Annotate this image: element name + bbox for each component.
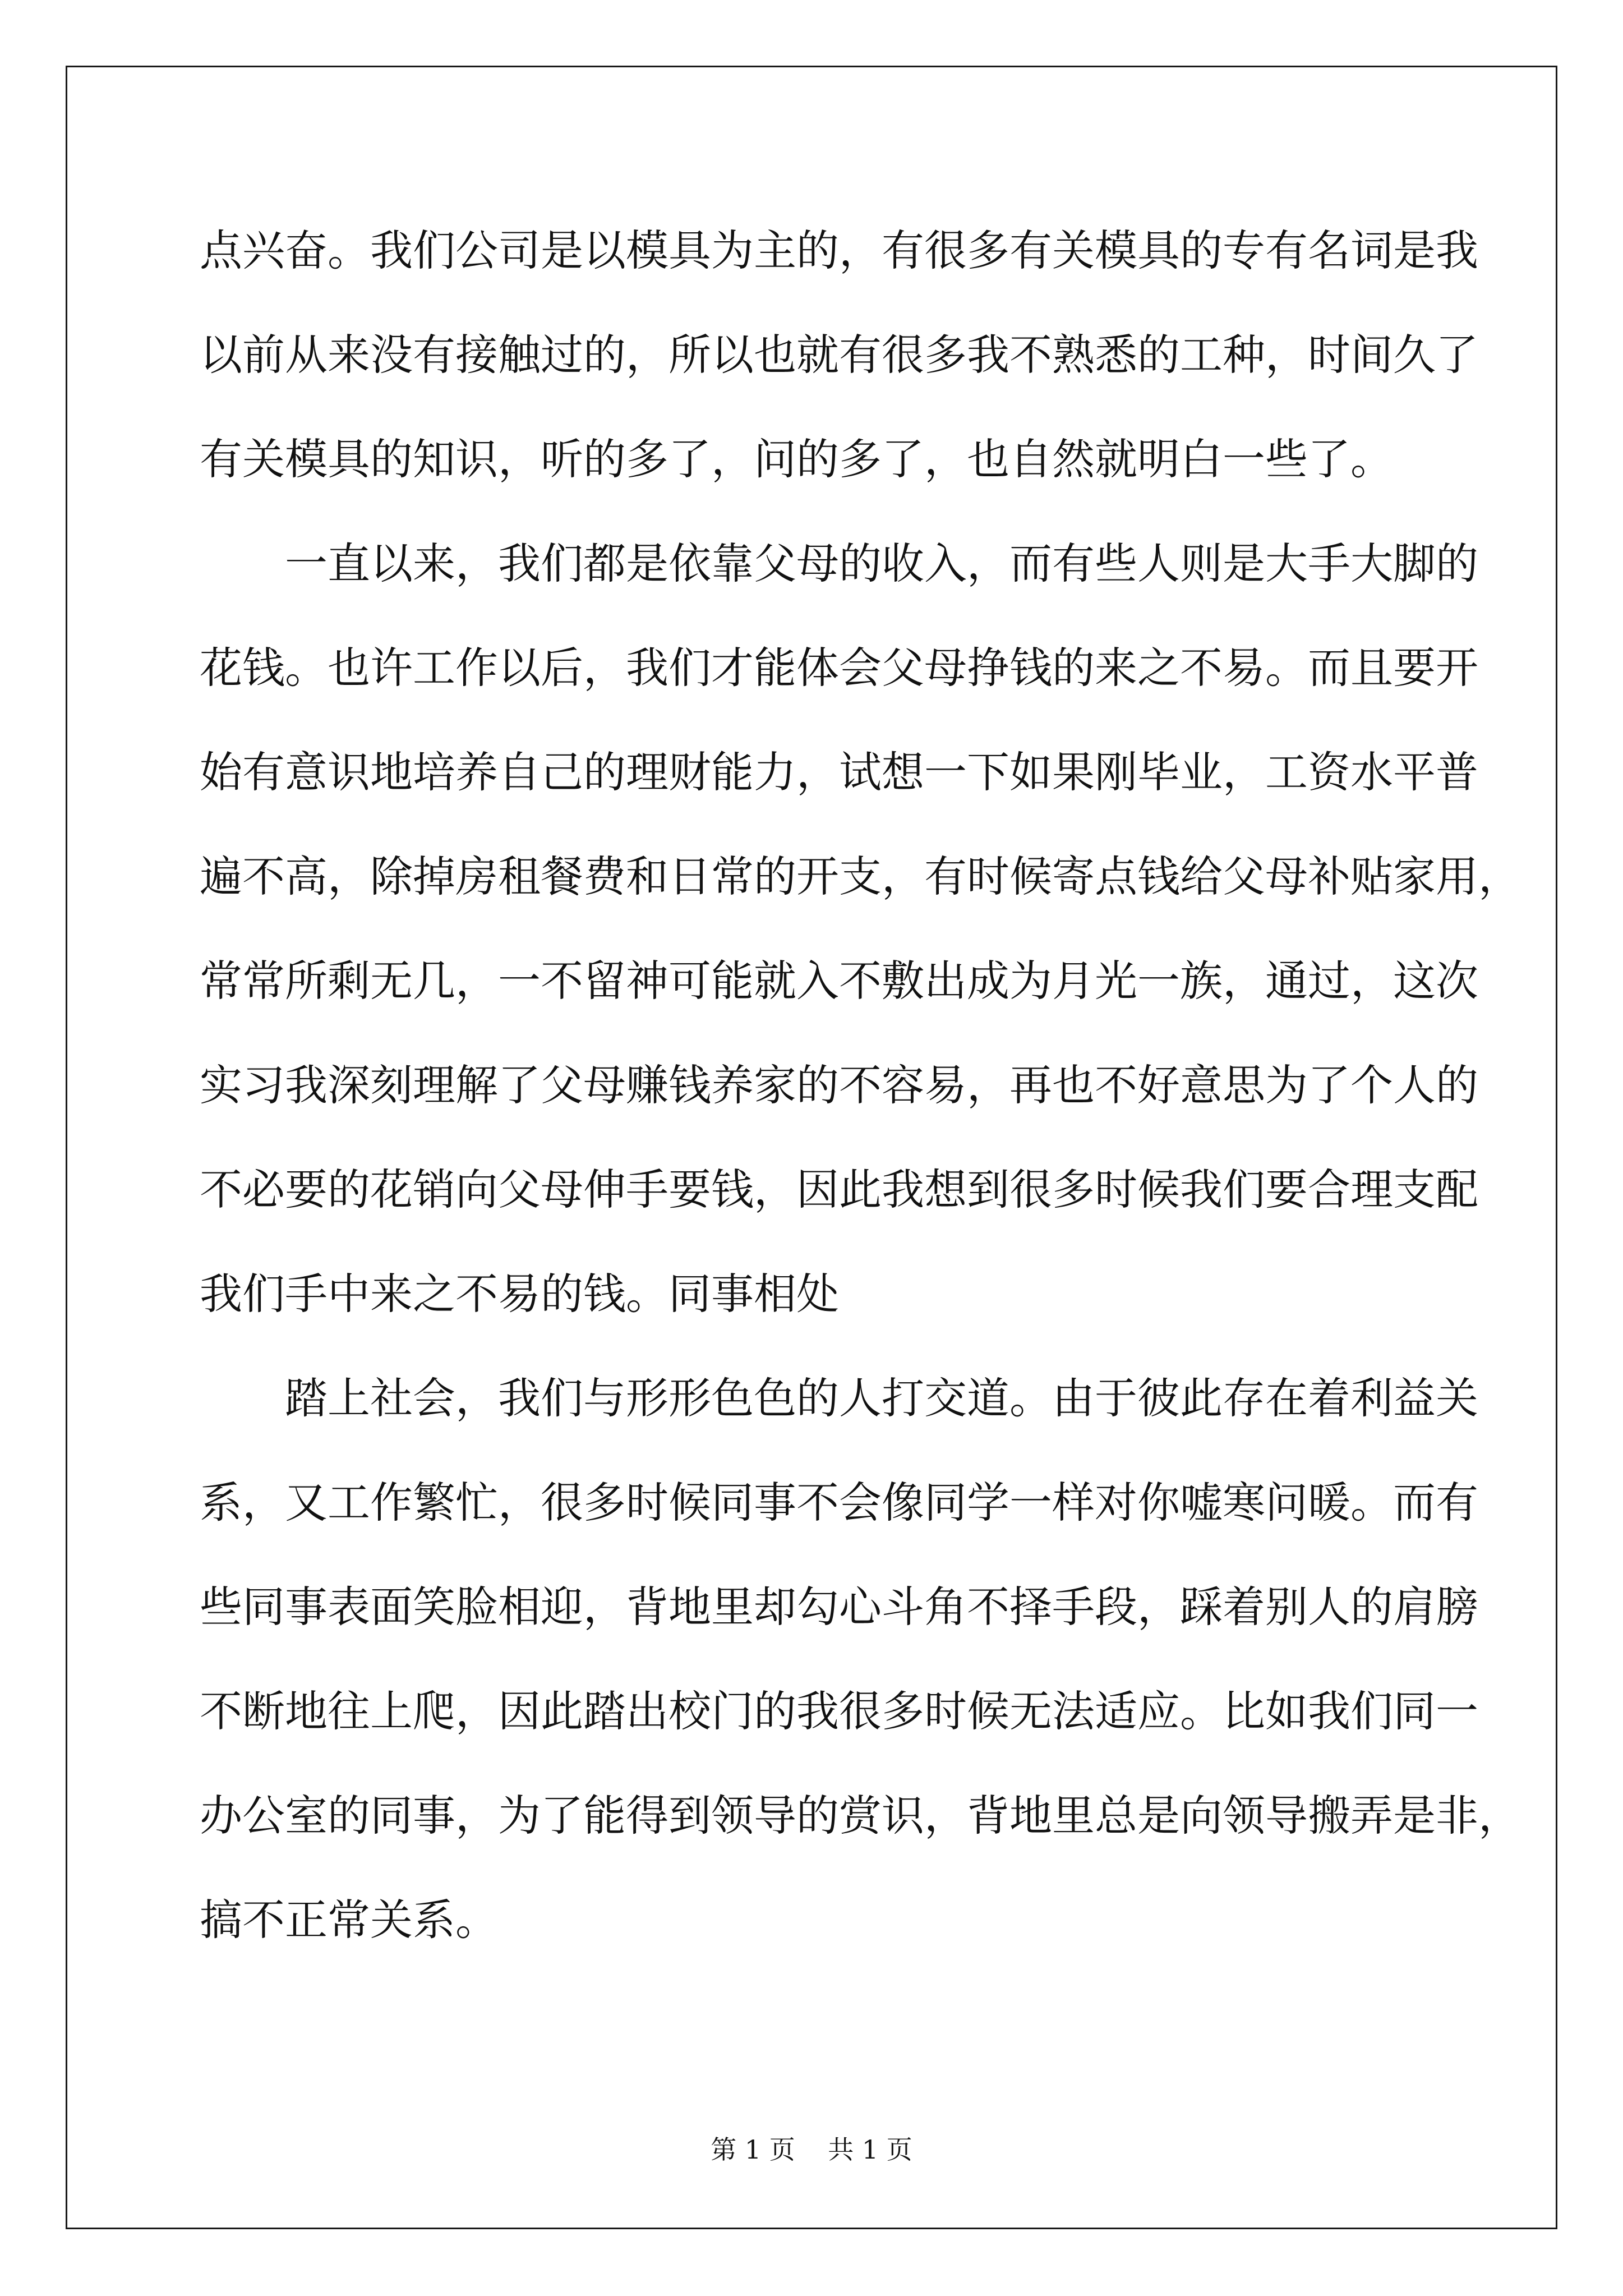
paragraph: [200, 219, 1478, 532]
text-line: 花钱。也许工作以后，我们才能体会父母挣钱的来之不易。而且要开: [200, 643, 1478, 693]
text-line: 办公室的同事，为了能得到领导的赏识，背地里总是向领导搬弄是非，: [200, 1791, 1521, 1841]
text-line: 以前从来没有接触过的，所以也就有很多我不熟悉的工种，时间久了: [200, 330, 1478, 380]
text-line: 不必要的花销向父母伸手要钱，因此我想到很多时候我们要合理支配: [200, 1165, 1478, 1214]
text-line: 系，又工作繁忙，很多时候同事不会像同学一样对你嘘寒问暖。而有: [200, 1478, 1478, 1527]
text-line: 踏上社会，我们与形形色色的人打交道。由于彼此存在着利益关: [285, 1373, 1478, 1423]
text-line: 始有意识地培养自己的理财能力，试想一下如果刚毕业，工资水平普: [200, 747, 1478, 797]
text-line: 实习我深刻理解了父母赚钱养家的不容易，再也不好意思为了个人的: [200, 1060, 1478, 1110]
paragraph: [200, 532, 1521, 1366]
page-footer: 第 1 页 共 1 页: [711, 2134, 912, 2165]
text-line: 一直以来，我们都是依靠父母的收入，而有些人则是大手大脚的: [285, 539, 1478, 588]
text-line: 不断地往上爬，因此踏出校门的我很多时候无法适应。比如我们同一: [200, 1686, 1478, 1736]
text-line: 我们手中来之不易的钱。同事相处: [200, 1269, 839, 1319]
text-line: 常常所剩无几，一不留神可能就入不敷出成为月光一族，通过，这次: [200, 956, 1478, 1006]
document-body: [200, 219, 1521, 1993]
text-line: 搞不正常关系。: [200, 1895, 498, 1945]
paragraph: [200, 1366, 1521, 1993]
text-line: 些同事表面笑脸相迎，背地里却勾心斗角不择手段，踩着别人的肩膀: [200, 1582, 1478, 1632]
text-line: 点兴奋。我们公司是以模具为主的，有很多有关模具的专有名词是我: [200, 226, 1478, 275]
text-line: 遍不高，除掉房租餐费和日常的开支，有时候寄点钱给父母补贴家用，: [200, 852, 1521, 901]
text-line: 有关模具的知识，听的多了，问的多了，也自然就明白一些了。: [200, 434, 1393, 484]
